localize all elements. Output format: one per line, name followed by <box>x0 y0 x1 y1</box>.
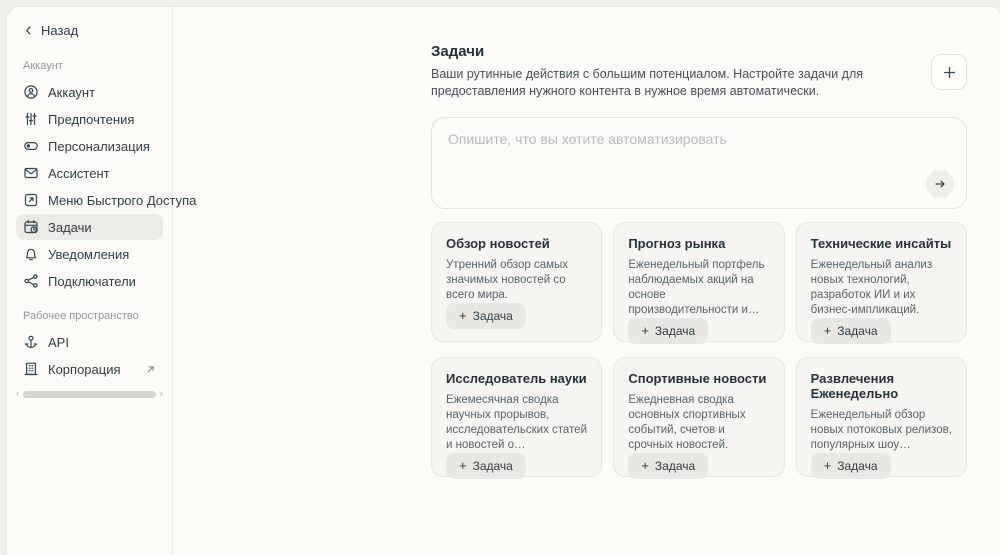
add-task-card-button[interactable]: + Задача <box>628 318 708 344</box>
page-description: Ваши рутинные действия с большим потенциалом. Настройте задачи для предоставления нужного контента в нужное время автоматически. <box>431 67 864 98</box>
sidebar-item-corporation[interactable] <box>16 356 163 382</box>
add-task-card-button[interactable]: + Задача <box>446 453 526 479</box>
sidebar-item-quick-access-menu[interactable] <box>16 187 197 213</box>
card-title: Обзор новостей <box>446 236 550 251</box>
back-label: Назад <box>41 23 79 38</box>
card-description: Ежемесячная сводка научных прорывов, исследовательских статей и новостей о… <box>446 394 587 451</box>
plus-icon: + <box>641 323 649 338</box>
sidebar-item-account[interactable] <box>16 79 163 105</box>
back-button[interactable] <box>16 21 163 40</box>
task-card-science-researcher <box>431 357 602 477</box>
automation-input[interactable] <box>432 118 966 208</box>
scrollbar-thumb[interactable] <box>23 391 157 398</box>
page-title: Задачи <box>431 43 485 60</box>
sidebar-item-label: Персонализация <box>48 138 150 154</box>
sidebar-item-label: Уведомления <box>48 246 130 262</box>
sidebar-horizontal-scrollbar[interactable] <box>16 388 163 400</box>
scroll-right-arrow-icon[interactable]: › <box>159 388 163 400</box>
task-card-entertainment-weekly <box>796 357 967 477</box>
card-title: Прогноз рынка <box>628 236 726 251</box>
user-circle-icon <box>23 84 39 100</box>
task-card-news-digest <box>431 222 602 342</box>
task-card-tech-insights <box>796 222 967 342</box>
sidebar-item-label: Ассистент <box>48 165 110 181</box>
card-title: Технические инсайты <box>810 236 952 251</box>
sidebar-item-preferences[interactable] <box>16 106 163 132</box>
sidebar-item-label: API <box>48 334 69 350</box>
task-card-sports-news <box>613 357 784 477</box>
sidebar-item-connectors[interactable] <box>16 268 163 294</box>
submit-arrow-button[interactable] <box>926 170 954 198</box>
card-description: Еженедельный обзор новых потоковых релизов, популярных шоу… <box>810 409 952 451</box>
sidebar-item-label: Задачи <box>48 219 92 235</box>
task-card-market-forecast <box>613 222 784 342</box>
sidebar-item-personalization[interactable] <box>16 133 163 159</box>
plus-icon: + <box>641 458 649 473</box>
add-task-card-button[interactable]: + Задача <box>628 453 708 479</box>
plus-icon <box>942 65 957 80</box>
calendar-clock-icon <box>23 219 39 235</box>
card-description: Еженедельный анализ новых технологий, разработок ИИ и их бизнес-импликаций. <box>810 259 933 316</box>
webhook-icon <box>23 334 39 350</box>
automation-composer <box>431 117 967 209</box>
plus-icon: + <box>459 308 467 323</box>
sidebar <box>7 7 197 555</box>
section-label-account: Аккаунт <box>23 60 63 72</box>
toggle-icon <box>23 138 39 154</box>
main-area <box>174 7 1000 555</box>
sidebar-item-label: Меню Быстрого Доступа <box>48 192 197 208</box>
card-description: Утренний обзор самых значимых новостей со всего мира. <box>446 259 569 301</box>
plus-icon: + <box>823 458 832 473</box>
plus-icon: + <box>823 323 832 338</box>
add-task-card-button[interactable]: + Задача <box>446 303 526 329</box>
section-label-workspace: Рабочее пространство <box>23 310 139 322</box>
card-description: Еженедельный портфель наблюдаемых акций на основе производительности и… <box>628 259 765 316</box>
sliders-icon <box>23 111 39 127</box>
arrow-right-icon <box>933 177 947 191</box>
card-title: Развлечения Еженедельно <box>810 371 899 401</box>
share-nodes-icon <box>23 273 39 289</box>
sidebar-item-label: Подключатели <box>48 273 136 289</box>
envelope-icon <box>23 165 39 181</box>
card-description: Ежедневная сводка основных спортивных событий, счетов и срочных новостей. <box>628 394 746 451</box>
sidebar-item-tasks[interactable] <box>16 214 163 240</box>
sidebar-item-api[interactable] <box>16 329 163 355</box>
scroll-left-arrow-icon[interactable]: ‹ <box>16 388 20 400</box>
sidebar-item-label: Аккаунт <box>48 84 96 100</box>
external-link-icon <box>145 364 156 375</box>
sidebar-item-notifications[interactable] <box>16 241 163 267</box>
chevron-left-icon <box>23 25 34 36</box>
card-title: Спортивные новости <box>628 371 767 386</box>
sidebar-item-label: Корпорация <box>48 361 121 377</box>
sidebar-item-assistant[interactable] <box>16 160 163 186</box>
sidebar-item-label: Предпочтения <box>48 111 135 127</box>
card-title: Исследователь науки <box>446 371 587 386</box>
building-icon <box>23 361 39 377</box>
add-task-card-button[interactable]: + Задача <box>811 318 891 344</box>
bell-icon <box>23 246 39 262</box>
shortcut-icon <box>23 192 39 208</box>
settings-panel <box>6 6 1000 555</box>
plus-icon: + <box>459 458 467 473</box>
add-task-button[interactable] <box>931 54 967 90</box>
add-task-card-button[interactable]: + Задача <box>811 453 891 479</box>
task-templates-grid <box>431 222 967 477</box>
